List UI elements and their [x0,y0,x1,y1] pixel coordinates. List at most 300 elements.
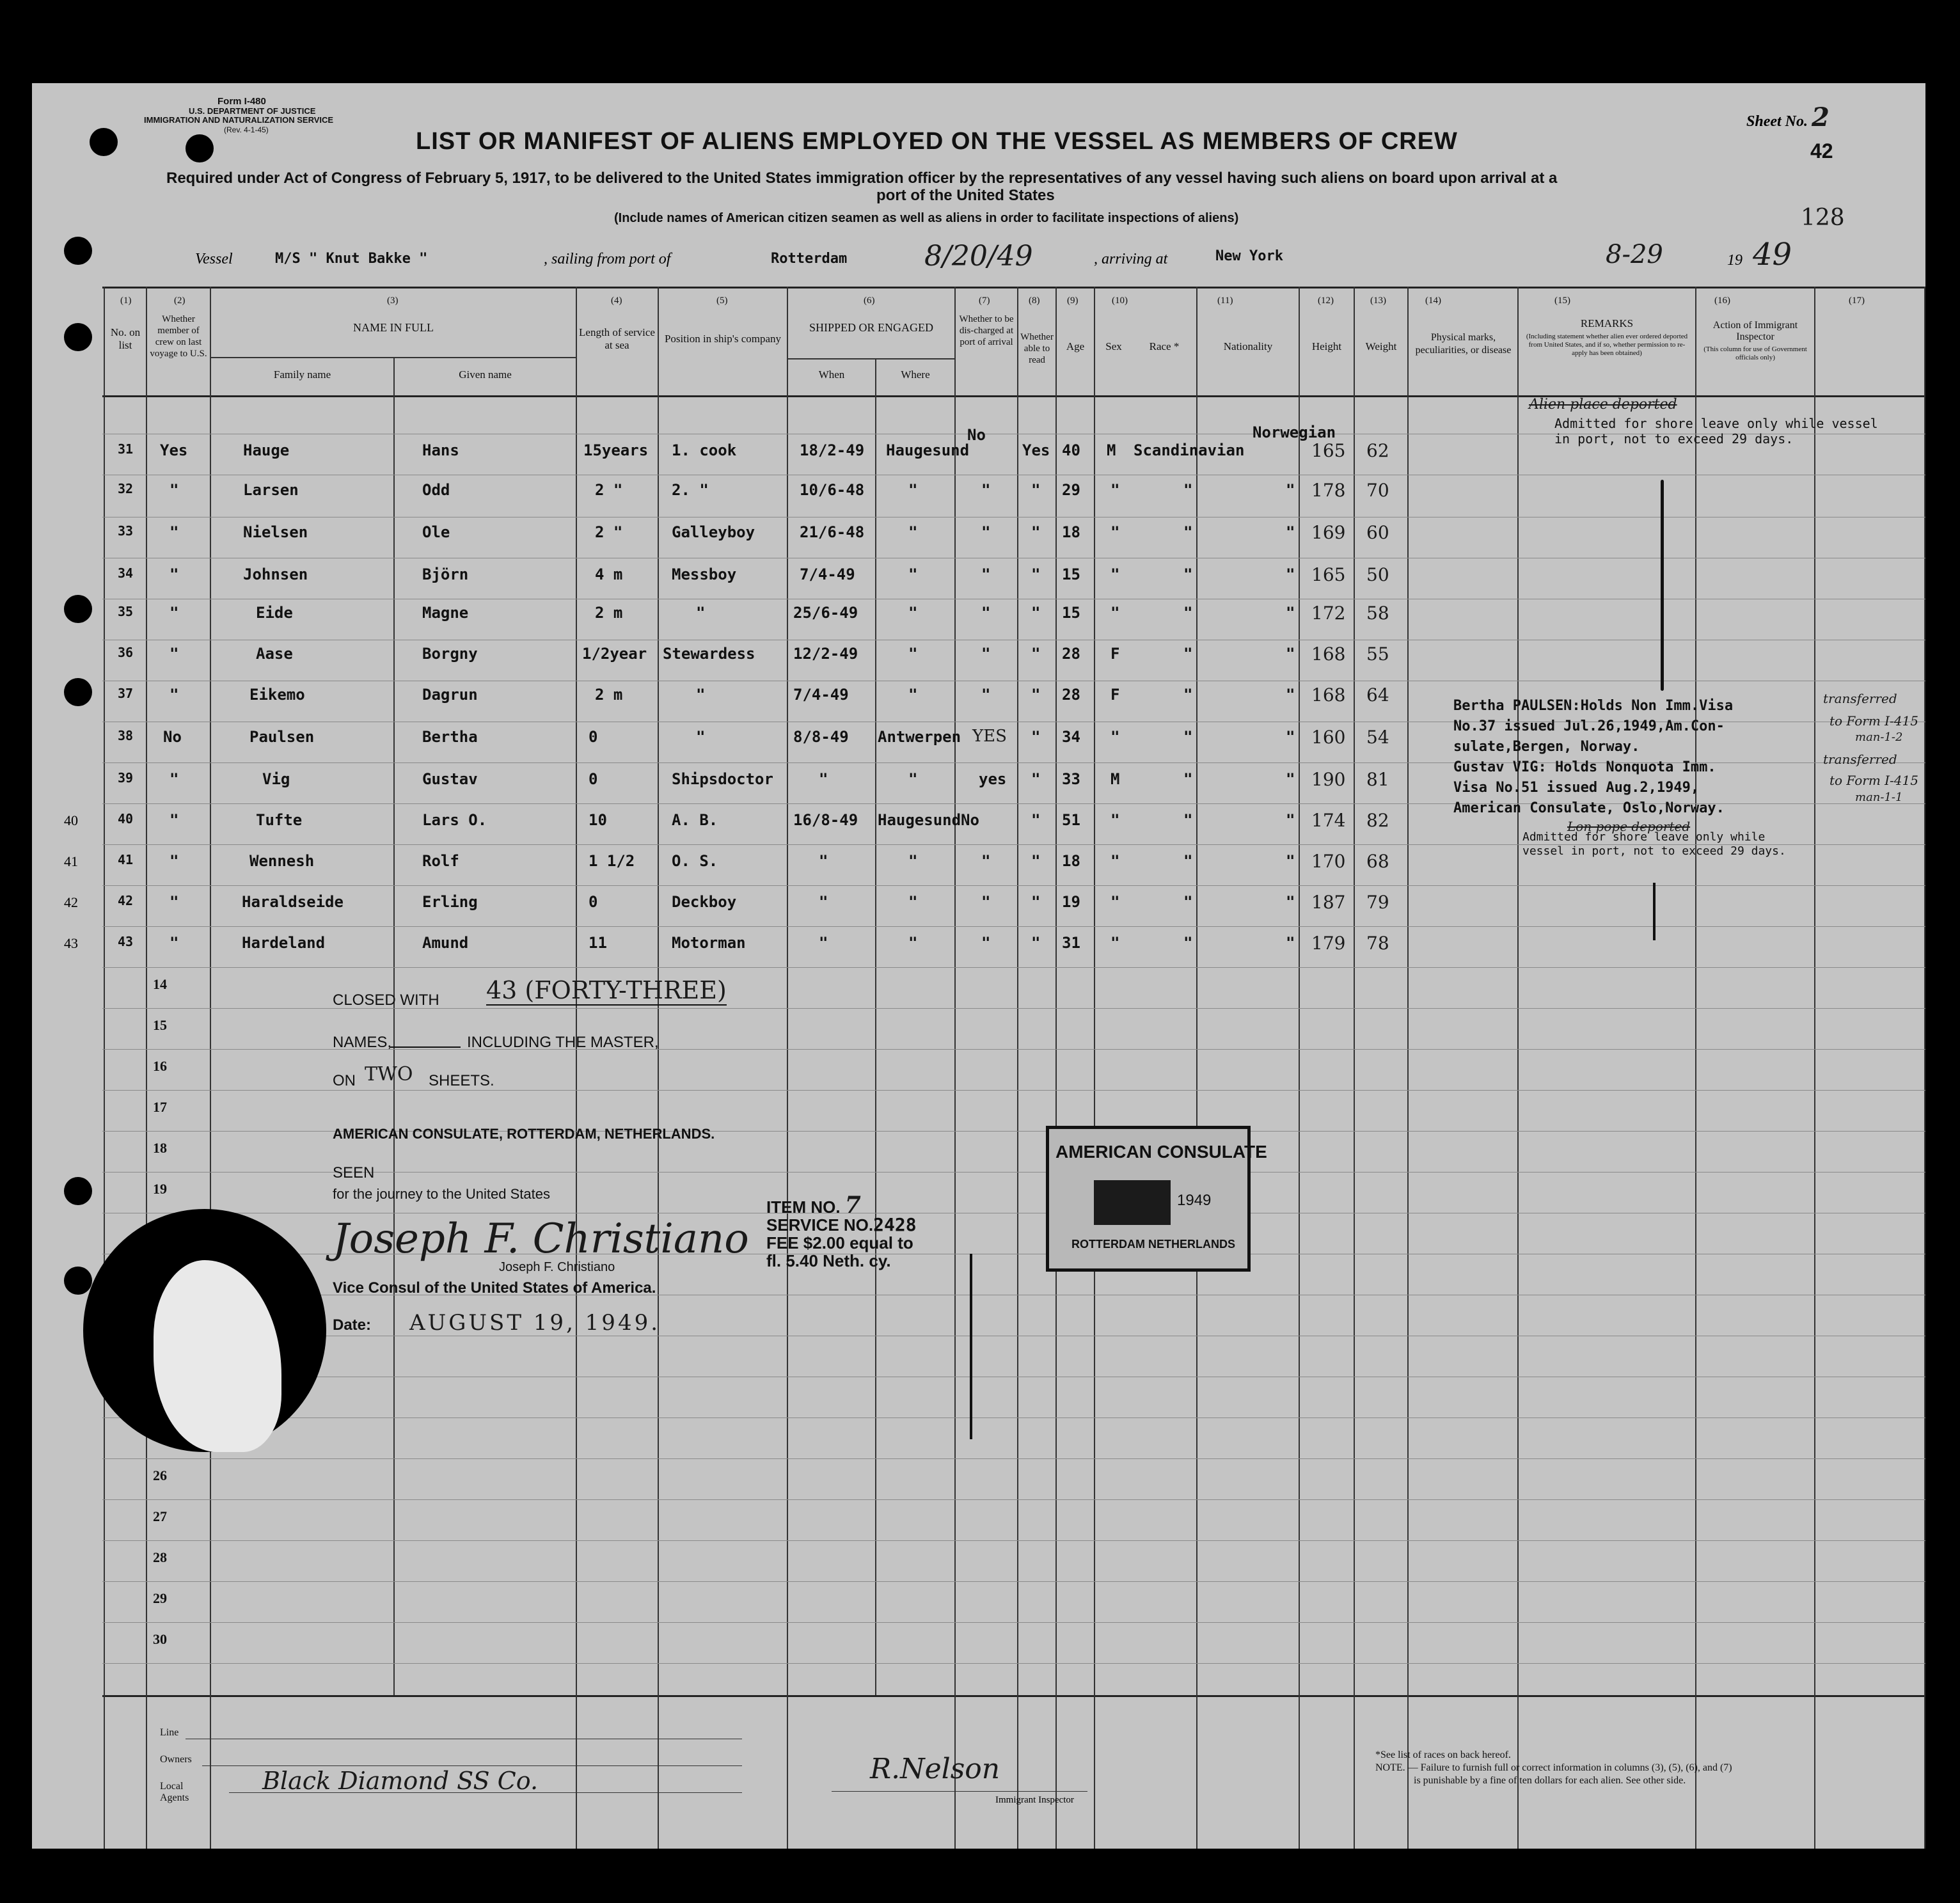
row-age: 34 [1062,728,1080,746]
sailing-label: , sailing from port of [544,251,671,267]
remarks-bracket-1 [1661,480,1664,691]
row-read: " [1031,893,1041,911]
line-number: 15 [153,1017,167,1033]
row-height: 187 [1311,892,1346,913]
row-no: 33 [118,523,134,539]
line-number: 27 [153,1508,167,1524]
col-num-4: (4) [611,296,622,306]
footer-line-label: Line [160,1727,179,1738]
row-discharged: " [981,565,991,583]
row-weight: 81 [1366,769,1389,790]
col-given-name: Given name [459,368,512,381]
row-when: 18/2-49 [800,441,865,459]
signer-title: Vice Consul of the United States of America. [333,1279,656,1297]
row-position: Messboy [672,565,737,583]
visa-note-line: American Consulate, Oslo,Norway. [1453,800,1725,816]
line-number: 26 [153,1467,167,1483]
row-height: 179 [1311,933,1346,954]
col-age: Age [1066,340,1085,352]
row-given: Magne [422,604,469,622]
row-nationality: " [1286,523,1295,541]
row-given: Lars O. [422,811,487,829]
service-line [766,1216,917,1234]
row-prev: " [170,645,179,663]
row-length: 2 " [595,523,623,541]
footer-agents-label: Local Agents [160,1781,189,1803]
row-prev: " [170,686,179,704]
table-top-border [102,287,1925,288]
row-age: 28 [1062,645,1080,663]
row-family: Tufte [256,811,303,829]
row-when: " [819,770,828,788]
row-no: 32 [118,481,134,496]
col-num-12: (12) [1318,296,1334,306]
sheets-count: TWO [365,1063,413,1086]
names-blank [390,1030,461,1048]
table-bottom-border [102,1695,1925,1697]
row-when: 12/2-49 [793,645,858,663]
fee-line-2: fl. 5.40 Neth. cy. [766,1251,891,1270]
row-where: " [908,686,918,704]
handwritten-bracket [970,1254,972,1439]
names-label: NAMES, [333,1034,392,1051]
col-no-on-list: No. on list [110,326,141,351]
remarks-crossed-note-1: Alien place deported [1529,397,1677,413]
row-sex: " [1110,852,1120,870]
punch-hole [64,1177,92,1205]
col-family-name: Family name [273,368,331,381]
row-nationality: " [1286,728,1295,746]
row-weight: 58 [1366,603,1389,624]
row-weight: 50 [1366,564,1389,585]
row-weight: 62 [1366,440,1389,461]
inspector-label: Immigrant Inspector [995,1795,1074,1805]
row-family: Paulsen [249,728,315,746]
item-line [766,1192,917,1219]
visa-note-line: Gustav VIG: Holds Nonquota Imm. [1453,759,1716,775]
row-length: 4 m [595,565,623,583]
row-where: " [908,645,918,663]
year-prefix: 19 [1727,252,1743,269]
row-position: 1. cook [672,441,737,459]
inspector-note: to Form I-415 [1830,773,1918,788]
row-race: Scandinavian [1134,441,1245,459]
punch-hole [64,237,92,265]
row-sex: " [1110,934,1120,952]
footer-agents-value: Black Diamond SS Co. [262,1767,539,1795]
row-where: Haugesund [886,441,970,459]
row-prev: " [170,604,179,622]
sheet-label [1746,102,1830,132]
row-height: 165 [1311,564,1346,585]
col-num-2: (2) [174,296,186,306]
row-weight: 64 [1366,684,1389,706]
vessel-label: Vessel [195,251,233,267]
row-where: " [908,523,918,541]
row-prev: No [163,728,182,746]
col-num-11: (11) [1217,296,1233,306]
visa-note-line: No.37 issued Jul.26,1949,Am.Con- [1453,718,1725,734]
col-num-10: (10) [1112,296,1128,306]
col-weight: Weight [1365,340,1397,352]
table-row [32,640,1925,678]
punch-hole [64,323,92,351]
row-discharged: " [981,686,991,704]
stamp-date: 1949 [1177,1192,1212,1209]
row-when: 8/8-49 [793,728,849,746]
fee-line: FEE $2.00 equal to [766,1233,913,1252]
row-position: Shipsdoctor [672,770,773,788]
row-given: Gustav [422,770,478,788]
footer-notes [1375,1749,1732,1787]
row-where: " [908,604,918,622]
row-discharged: " [981,481,991,499]
row-where: " [908,481,918,499]
row-race: " [1183,893,1193,911]
stamp-city: ROTTERDAM NETHERLANDS [1071,1238,1235,1251]
remarks-crossed-note-2: Lon pope deported [1567,819,1691,834]
line-number: 28 [153,1549,167,1565]
col-nationality: Nationality [1223,340,1273,352]
department: U.S. DEPARTMENT OF JUSTICE [189,106,316,116]
line-number: 18 [153,1140,167,1156]
row-given: Björn [422,565,469,583]
row-length: 1 1/2 [589,852,635,870]
col-remarks-sub: (Including statement whether alien ever ordered deported from United States, and if so, whether permission to re-apply has been obtained) [1526,333,1688,357]
row-race: " [1183,604,1193,622]
row-sex: " [1110,893,1120,911]
row-when: 25/6-49 [793,604,858,622]
row-weight: 54 [1366,727,1389,748]
row-position: Motorman [672,934,746,952]
sheet-label-text: Sheet No. [1746,113,1808,130]
inspector-note: transferred [1823,691,1897,706]
row-discharged: yes [979,770,1007,788]
row-given: Erling [422,893,478,911]
row-height: 160 [1311,727,1346,748]
inspector-note: man-1-1 [1855,791,1903,804]
row-nationality: " [1286,893,1295,911]
row-height: 169 [1311,522,1346,543]
row-given: Amund [422,934,469,952]
row-given: Borgny [422,645,478,663]
row-nationality: " [1286,565,1295,583]
on-label: ON [333,1072,356,1089]
row-no: 43 [118,934,134,949]
row-discharged: " [981,604,991,622]
row-where: Antwerpen [878,728,961,746]
row-height: 170 [1311,851,1346,872]
row-read: " [1031,852,1041,870]
consulate-name: AMERICAN CONSULATE, ROTTERDAM, NETHERLANDS. [333,1126,715,1142]
subtitle-line-2: port of the United States [876,187,1055,204]
row-prev: " [170,523,179,541]
row-discharged: " [981,645,991,663]
arrival-date: 8-29 [1606,240,1663,269]
row-given: Odd [422,481,450,499]
row-weight: 82 [1366,810,1389,831]
item-label: ITEM NO. [766,1197,841,1217]
table-row [32,929,1925,967]
row-age: 28 [1062,686,1080,704]
row-read: " [1031,811,1041,829]
margin-line-number: 42 [64,894,78,910]
row-weight: 60 [1366,522,1389,543]
row-prev: Yes [160,441,188,459]
consul-signature: Joseph F. Christiano [333,1215,749,1263]
col-able-read: Whether able to read [1020,332,1054,365]
row-age: 51 [1062,811,1080,829]
row-read: " [1031,728,1041,746]
row-age: 40 [1062,441,1080,459]
line-number: 16 [153,1058,167,1074]
row-race: " [1183,811,1193,829]
row-position: " [696,604,706,622]
fee-stamp-icon [1094,1180,1171,1225]
row-age: 19 [1062,893,1080,911]
punch-hole [64,1267,92,1295]
row-prev: " [170,934,179,952]
row-age: 18 [1062,852,1080,870]
row-when: 16/8-49 [793,811,858,829]
row-when: " [819,934,828,952]
seen-label: SEEN [333,1164,375,1181]
punch-hole [64,595,92,623]
row-sex: " [1110,728,1120,746]
row-length: 11 [589,934,607,952]
row-read: " [1031,523,1041,541]
row-no: 37 [118,686,134,701]
row-race: " [1183,481,1193,499]
col-num-5: (5) [716,296,728,306]
visa-note-line: Bertha PAULSEN:Holds Non Imm.Visa [1453,698,1734,714]
col-num-9: (9) [1067,296,1079,306]
row-read: " [1031,645,1041,663]
footer-owners-label: Owners [160,1754,192,1765]
visa-note-line: sulate,Bergen, Norway. [1453,739,1640,755]
sheet-number: 2 [1812,102,1830,132]
row-discharged: " [981,893,991,911]
row-race: " [1183,770,1193,788]
sailing-date: 8/20/49 [924,240,1033,272]
line-number: 30 [153,1631,167,1647]
row-height: 168 [1311,644,1346,665]
row-when: " [819,852,828,870]
row-read: Yes [1022,441,1050,459]
col-discharged: Whether to be dis-charged at port of arrival [959,314,1014,347]
row-nationality: " [1286,934,1295,952]
item-number: 7 [844,1192,861,1219]
row-age: 18 [1062,523,1080,541]
col-num-7: (7) [979,296,990,306]
journey-label: for the journey to the United States [333,1186,550,1202]
row-height: 165 [1311,440,1346,461]
row-weight: 79 [1366,892,1389,913]
row-where: " [908,934,918,952]
col-sex: Sex [1105,340,1122,352]
row-race: " [1183,645,1193,663]
row-height: 168 [1311,684,1346,706]
inspector-note: to Form I-415 [1830,713,1918,729]
table-row [32,476,1925,514]
footer-agents-rule [229,1792,742,1793]
row-family: Eide [256,604,293,622]
row-read: " [1031,770,1041,788]
col-rule [875,358,876,1695]
manifest-sheet [32,83,1925,1849]
row-discharged: " [981,523,991,541]
row-race: " [1183,686,1193,704]
row-nationality: " [1286,811,1295,829]
row-sex: M [1107,441,1116,459]
remarks-shore-leave-2: Admitted for shore leave only while vessel in port, not to exceed 29 days. [1522,830,1786,858]
consulate-stamp [1046,1126,1267,1272]
row-position: Stewardess [663,645,755,663]
row-age: 33 [1062,770,1080,788]
col-num-8: (8) [1029,296,1040,306]
col-num-16: (16) [1714,296,1730,306]
stamp-title: AMERICAN CONSULATE [1055,1142,1267,1162]
row-height: 172 [1311,603,1346,624]
col-length-service: Length of service at sea [579,326,655,351]
sheets-label: SHEETS. [429,1072,494,1089]
service-name: IMMIGRATION AND NATURALIZATION SERVICE [144,115,334,125]
row-nationality: " [1286,852,1295,870]
row-family: Johnsen [243,565,308,583]
row-family: Vig [262,770,290,788]
row-when: 21/6-48 [800,523,865,541]
row-family: Hauge [243,441,290,459]
including-label: INCLUDING THE MASTER, [467,1034,659,1051]
row-age: 15 [1062,604,1080,622]
col-num-1: (1) [120,296,132,306]
subtitle-line-1: Required under Act of Congress of February 5, 1917, to be delivered to the United States immigration officer by the representatives of any vessel having such aliens on board upon arrival at a [166,170,1558,187]
service-number: 2428 [873,1214,917,1235]
row-sex: " [1110,811,1120,829]
closing-date: AUGUST 19, 1949. [409,1310,661,1336]
col-remarks: REMARKS [1580,317,1634,329]
vessel-line [195,251,233,268]
row-discharged: No [967,426,986,444]
row-sex: " [1110,565,1120,583]
col-height: Height [1311,340,1342,352]
row-given: Rolf [422,852,459,870]
row-family: Nielsen [243,523,308,541]
name-subhead-rule [210,357,576,358]
row-no: 42 [118,893,134,908]
fee-block [766,1192,917,1270]
row-prev: " [170,811,179,829]
row-no: 31 [118,441,134,457]
page-number: 42 [1810,139,1833,162]
row-prev: " [170,565,179,583]
vessel-name: M/S " Knut Bakke " [275,251,428,267]
line-number: 14 [153,976,167,992]
table-row [32,518,1925,557]
row-when: 7/4-49 [800,565,855,583]
row-family: Haraldseide [242,893,344,911]
table-row [32,599,1925,637]
row-no: 39 [118,770,134,786]
row-no: 34 [118,565,134,581]
col-num-6: (6) [864,296,875,306]
row-length: 2 m [595,604,623,622]
row-race: " [1183,523,1193,541]
row-height: 174 [1311,810,1346,831]
date-label: Date: [333,1316,372,1334]
subtitle-line-3: (Include names of American citizen seamen as well as aliens in order to facilitate inspections of aliens) [614,211,1239,225]
row-family: Eikemo [249,686,305,704]
revision: (Rev. 4-1-45) [224,125,269,134]
row-where: " [908,770,918,788]
row-where: " [908,852,918,870]
form-title: LIST OR MANIFEST OF ALIENS EMPLOYED ON THE VESSEL AS MEMBERS OF CREW [416,128,1458,155]
signer-name: Joseph F. Christiano [499,1260,615,1274]
row-no: 40 [118,811,134,826]
col-num-13: (13) [1370,296,1386,306]
row-no: 41 [118,852,134,867]
inspector-note: man-1-2 [1855,730,1903,744]
row-length: 0 [589,770,598,788]
row-weight: 55 [1366,644,1389,665]
col-action: Action of Immigrant Inspector [1712,320,1798,342]
row-length: 2 " [595,481,623,499]
service-label: SERVICE NO. [766,1215,874,1235]
form-number: Form I-480 [217,96,266,107]
row-length: 15years [583,441,649,459]
footer-note-3: is punishable by a fine of ten dollars for each alien. See other side. [1414,1775,1686,1786]
footer-note-2: NOTE. — Failure to furnish full or correct information in columns (3), (5), (6), and (7) [1375,1762,1732,1773]
margin-line-number: 41 [64,853,78,869]
row-family: Hardeland [242,934,326,952]
departure-port: Rotterdam [771,251,848,267]
margin-line-number: 43 [64,935,78,951]
visa-notes [1453,696,1733,819]
row-length: 1/2year [582,645,647,663]
row-length: 2 m [595,686,623,704]
row-given: Bertha [422,728,478,746]
remarks-shore-leave-1: Admitted for shore leave only while vessel in port, not to exceed 29 days. [1554,416,1878,446]
line-number: 29 [153,1590,167,1606]
row-position: A. B. [672,811,718,829]
row-sex: " [1110,604,1120,622]
arrival-port: New York [1215,248,1283,264]
margin-line-number: 40 [64,812,78,828]
row-read: " [1031,934,1041,952]
row-race: " [1183,934,1193,952]
visa-note-line: Visa No.51 issued Aug.2,1949, [1453,780,1700,796]
row-weight: 70 [1366,480,1389,501]
row-sex: F [1110,686,1120,704]
row-discharged: No [961,811,979,829]
row-position: O. S. [672,852,718,870]
inspector-signature: R.Nelson [870,1753,1000,1785]
col-race: Race * [1149,340,1180,352]
table-row [32,560,1925,599]
row-position: " [696,728,706,746]
remarks-bracket-2 [1653,883,1656,940]
col-num-17: (17) [1849,296,1865,306]
col-num-15: (15) [1554,296,1570,306]
row-prev: " [170,481,179,499]
row-height: 190 [1311,769,1346,790]
row-nationality: Norwegian [1253,423,1336,441]
row-nationality: " [1286,686,1295,704]
closed-with-value: 43 (FORTY-THREE) [486,976,727,1004]
row-discharged: " [981,852,991,870]
row-read: " [1031,686,1041,704]
row-where: " [908,565,918,583]
